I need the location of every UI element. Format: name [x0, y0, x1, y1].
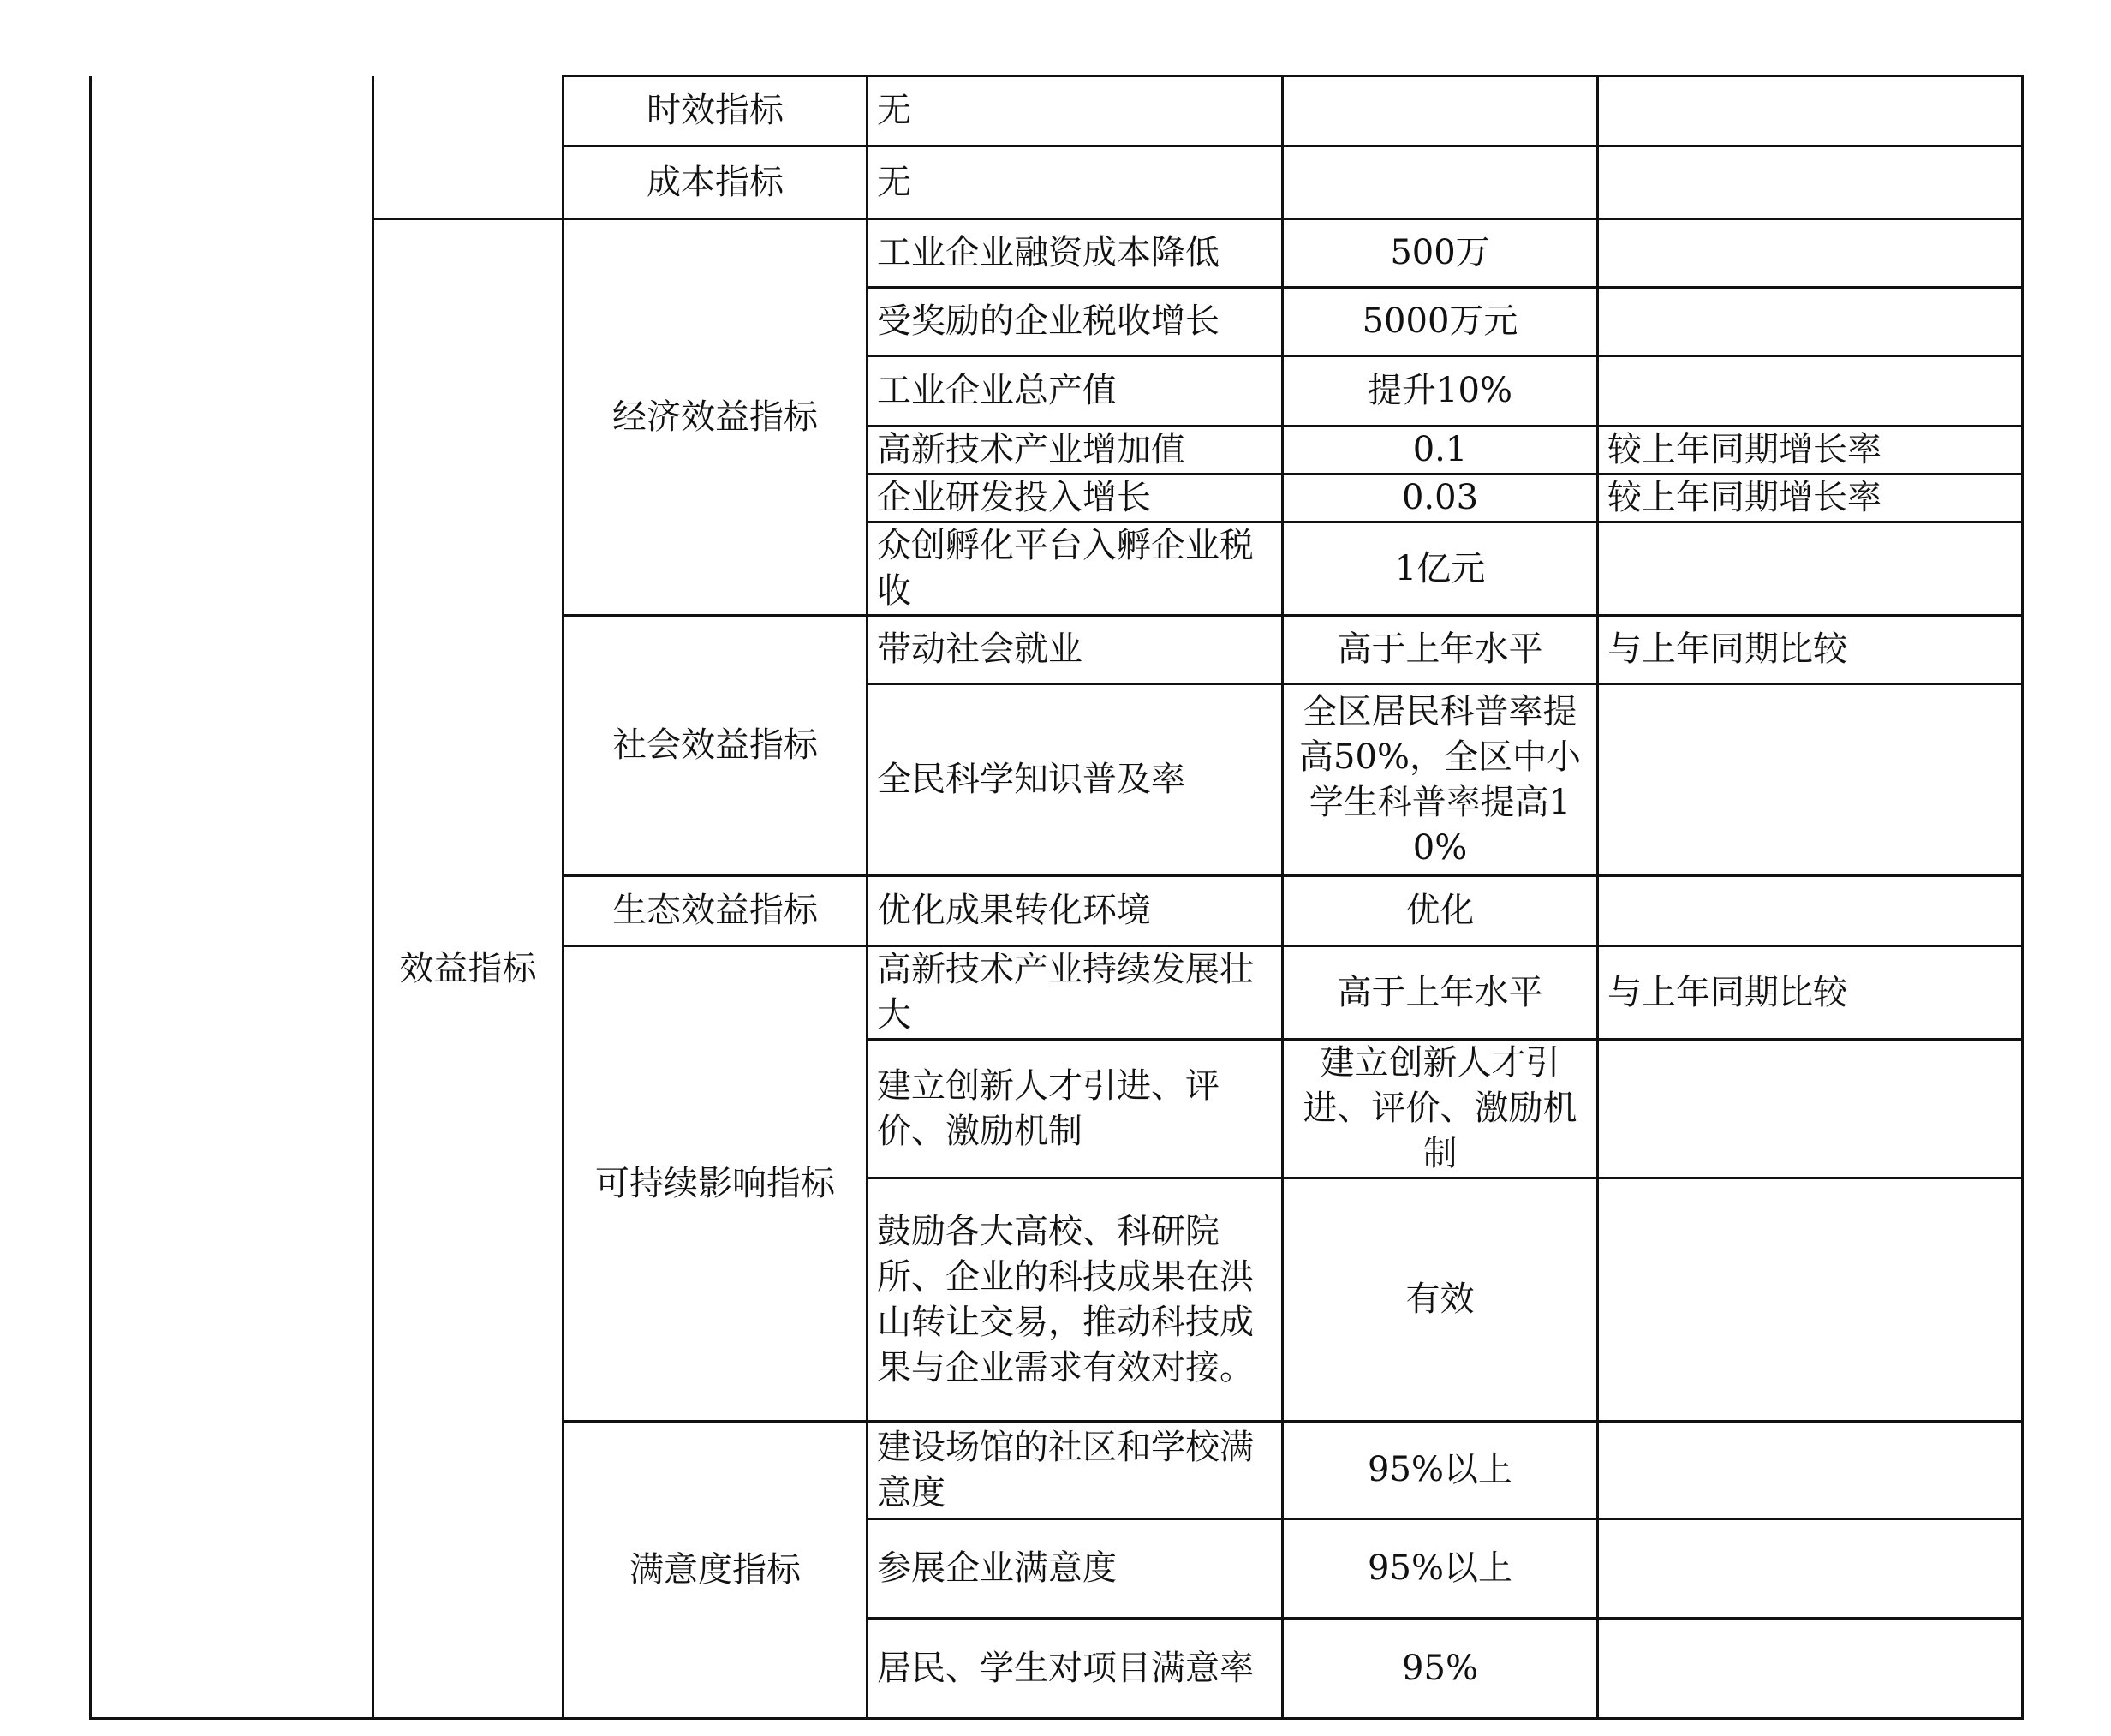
indicator-value: 500万	[1283, 219, 1598, 288]
indicator-note	[1598, 146, 2023, 219]
second-level-cell-output	[373, 76, 564, 219]
indicator-content: 居民、学生对项目满意率	[868, 1619, 1283, 1719]
indicator-content: 无	[868, 146, 1283, 219]
indicator-note: 较上年同期增长率	[1598, 474, 2023, 522]
indicator-note	[1598, 1178, 2023, 1422]
first-level-cell	[91, 76, 373, 1719]
indicator-note	[1598, 288, 2023, 356]
third-level-label: 满意度指标	[564, 1422, 868, 1719]
indicator-note	[1598, 356, 2023, 427]
indicator-note	[1598, 1619, 2023, 1719]
indicator-value	[1283, 76, 1598, 146]
indicator-value: 有效	[1283, 1178, 1598, 1422]
indicator-note	[1598, 684, 2023, 876]
third-level-label: 经济效益指标	[564, 219, 868, 616]
indicator-content: 企业研发投入增长	[868, 474, 1283, 522]
indicator-value: 提升10%	[1283, 356, 1598, 427]
third-level-label: 时效指标	[564, 76, 868, 146]
table-row	[91, 219, 2023, 288]
indicator-value: 全区居民科普率提高50%，全区中小学生科普率提高10%	[1283, 684, 1598, 876]
indicator-value: 95%	[1283, 1619, 1598, 1719]
indicator-note	[1598, 1519, 2023, 1619]
third-level-label: 可持续影响指标	[564, 946, 868, 1422]
indicator-note	[1598, 876, 2023, 946]
indicator-value: 高于上年水平	[1283, 616, 1598, 684]
indicator-note: 与上年同期比较	[1598, 946, 2023, 1040]
indicator-content: 建设场馆的社区和学校满意度	[868, 1422, 1283, 1519]
indicator-note: 与上年同期比较	[1598, 616, 2023, 684]
indicator-value: 优化	[1283, 876, 1598, 946]
indicator-value: 0.1	[1283, 427, 1598, 474]
indicator-note	[1598, 219, 2023, 288]
indicator-content: 高新技术产业增加值	[868, 427, 1283, 474]
indicator-value: 5000万元	[1283, 288, 1598, 356]
indicator-content: 工业企业总产值	[868, 356, 1283, 427]
indicator-content: 带动社会就业	[868, 616, 1283, 684]
indicator-value	[1283, 146, 1598, 219]
indicator-content: 参展企业满意度	[868, 1519, 1283, 1619]
indicator-content: 受奖励的企业税收增长	[868, 288, 1283, 356]
indicator-value: 高于上年水平	[1283, 946, 1598, 1040]
indicator-content: 高新技术产业持续发展壮大	[868, 946, 1283, 1040]
third-level-label: 社会效益指标	[564, 616, 868, 876]
indicator-value: 建立创新人才引进、评价、激励机制	[1283, 1040, 1598, 1178]
indicator-value: 95%以上	[1283, 1519, 1598, 1619]
indicator-content: 众创孵化平台入孵企业税收	[868, 522, 1283, 616]
indicator-content: 工业企业融资成本降低	[868, 219, 1283, 288]
indicator-value: 1亿元	[1283, 522, 1598, 616]
indicator-value: 95%以上	[1283, 1422, 1598, 1519]
indicator-note	[1598, 1040, 2023, 1178]
indicator-value: 0.03	[1283, 474, 1598, 522]
indicator-note	[1598, 522, 2023, 616]
third-level-label: 生态效益指标	[564, 876, 868, 946]
second-level-label: 效益指标	[373, 219, 564, 1719]
table-row	[91, 76, 2023, 146]
indicator-content: 优化成果转化环境	[868, 876, 1283, 946]
indicator-note	[1598, 76, 2023, 146]
indicator-table	[89, 75, 2024, 1720]
indicator-note: 较上年同期增长率	[1598, 427, 2023, 474]
third-level-label: 成本指标	[564, 146, 868, 219]
indicator-content: 全民科学知识普及率	[868, 684, 1283, 876]
indicator-content: 无	[868, 76, 1283, 146]
indicator-content: 鼓励各大高校、科研院所、企业的科技成果在洪山转让交易，推动科技成果与企业需求有效对接。	[868, 1178, 1283, 1422]
indicator-content: 建立创新人才引进、评价、激励机制	[868, 1040, 1283, 1178]
indicator-note	[1598, 1422, 2023, 1519]
